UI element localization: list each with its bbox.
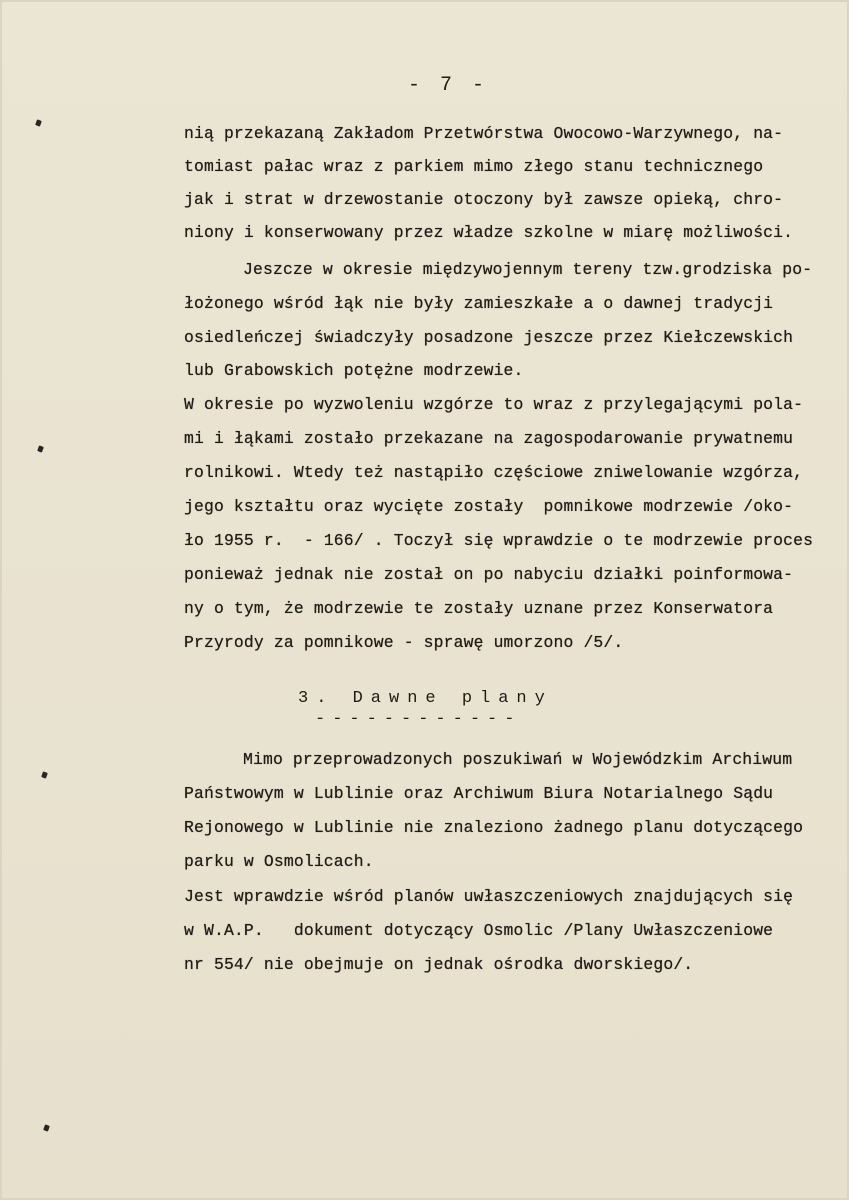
- margin-mark: [37, 445, 44, 452]
- text-line: jak i strat w drzewostanie otoczony był zawsze opieką, chro-: [184, 190, 784, 209]
- text-line: ponieważ jednak nie został on po nabyciu działki poinformowa-: [184, 565, 794, 584]
- margin-mark: [43, 1124, 50, 1131]
- text-line: ny o tym, że modrzewie te zostały uznane przez Konserwatora: [184, 599, 774, 618]
- text-line: W okresie po wyzwoleniu wzgórze to wraz z przylegającymi pola-: [184, 395, 804, 414]
- text-line: tomiast pałac wraz z parkiem mimo złego stanu technicznego: [184, 157, 764, 176]
- page-number: - 7 -: [408, 74, 489, 97]
- text-line: Przyrody za pomnikowe - sprawę umorzono /5/.: [184, 633, 624, 652]
- text-line: lub Grabowskich potężne modrzewie.: [184, 361, 524, 380]
- text-line: Jeszcze w okresie międzywojennym tereny tzw.grodziska po-: [243, 260, 813, 279]
- text-line: rolnikowi. Wtedy też nastąpiło częściowe zniwelowanie wzgórza,: [184, 463, 804, 482]
- text-line: parku w Osmolicach.: [184, 852, 374, 871]
- margin-mark: [41, 771, 48, 778]
- text-line: mi i łąkami zostało przekazane na zagospodarowanie prywatnemu: [184, 429, 794, 448]
- text-line: osiedleńczej świadczyły posadzone jeszcze przez Kiełczewskich: [184, 328, 794, 347]
- text-line: ło 1955 r. - 166/ . Toczył się wprawdzie o te modrzewie proces: [184, 531, 814, 550]
- margin-mark: [35, 119, 42, 126]
- text-line: Mimo przeprowadzonych poszukiwań w Wojewódzkim Archiwum: [243, 750, 793, 769]
- text-line: niony i konserwowany przez władze szkolne w miarę możliwości.: [184, 223, 794, 242]
- text-line: w W.A.P. dokument dotyczący Osmolic /Plany Uwłaszczeniowe: [184, 921, 774, 940]
- text-line: Państwowym w Lublinie oraz Archiwum Biura Notarialnego Sądu: [184, 784, 774, 803]
- text-line: Jest wprawdzie wśród planów uwłaszczeniowych znajdujących się: [184, 887, 794, 906]
- text-line: jego kształtu oraz wycięte zostały pomnikowe modrzewie /oko-: [184, 497, 794, 516]
- text-line: nią przekazaną Zakładom Przetwórstwa Owocowo-Warzywnego, na-: [184, 124, 784, 143]
- section-heading: 3. Dawne plany: [298, 689, 553, 708]
- text-line: nr 554/ nie obejmuje on jednak ośrodka dworskiego/.: [184, 955, 694, 974]
- section-underline: ------------: [315, 710, 522, 729]
- text-line: łożonego wśród łąk nie były zamieszkałe a o dawnej tradycji: [184, 294, 774, 313]
- text-line: Rejonowego w Lublinie nie znaleziono żadnego planu dotyczącego: [184, 818, 804, 837]
